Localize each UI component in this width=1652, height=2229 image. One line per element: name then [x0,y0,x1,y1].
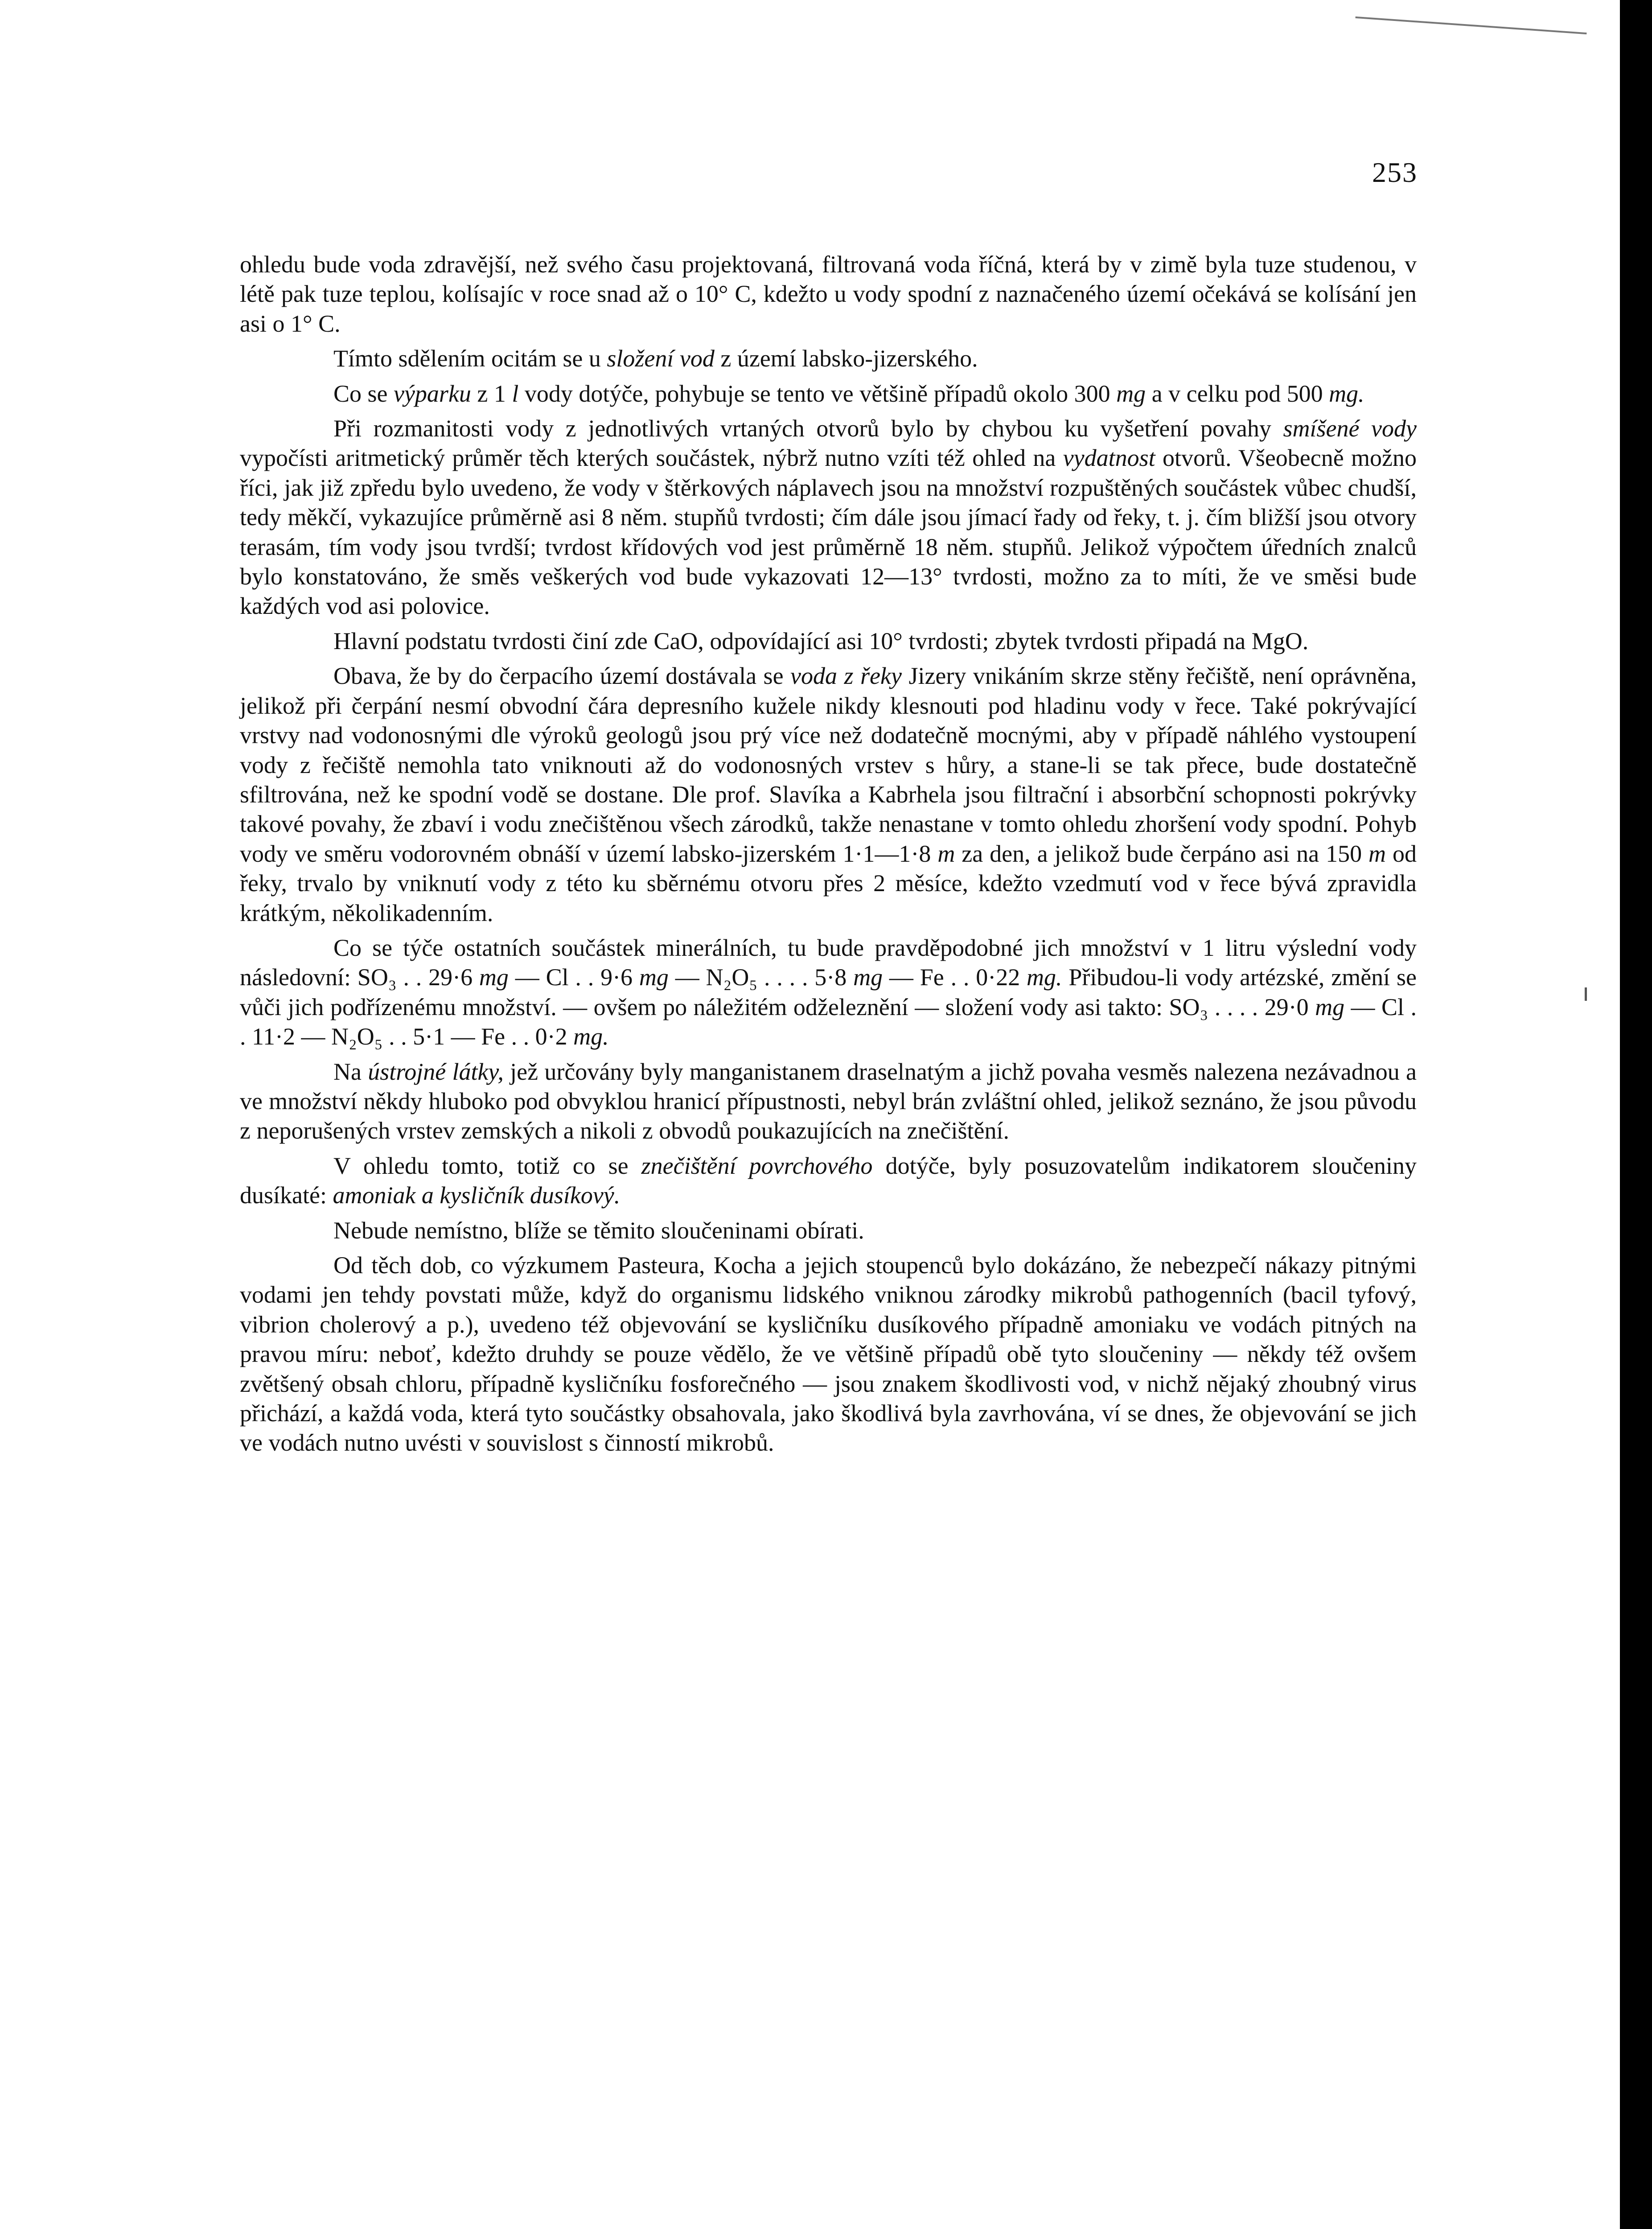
text-run: Od těch dob, co výzkumem Pasteura, Kocha a jejich stoupenců bylo dokázáno, že nebezpečí nákazy pitnými vodami jen tehdy povstati může, když do organismu lidského vniknou zárodky mikrobů pathogenních (bacil tyfový, vibrion cholerový a p.), uvedeno též objevování se kysličníku dusíkového případně amoniaku ve vodách pitných na pravou míru: neboť, kdežto druhdy se pouze vědělo, že ve většině případů obě tyto sloučeniny — někdy též ovšem zvětšený obsah chloru, případně kysličníku fosforečného — jsou znakem škodlivosti vod, v nichž nějaký zhoubný virus přichází, a každá voda, která tyto součástky obsahovala, jako škodlivá byla zavrhována, ví se dnes, že objevování se jich ve vodách nutno uvésti v souvislost s činností mikrobů. [240,1252,1417,1456]
text-run: od řeky, trvalo by vniknutí vody z této ku sběrnému otvoru přes 2 měsíce, kdežto vzedmutí vod v řece bývá zpravidla krátkým, několikadenním. [240,840,1417,926]
paragraph [240,1216,1417,1245]
italic-run: mg [1315,993,1345,1020]
text-run: — Fe . . 0·22 [883,964,1027,991]
italic-run: ústrojné látky, [368,1058,504,1085]
text-run: Při rozmanitosti vody z jednotlivých vrtaných otvorů bylo by chybou ku vyšetření povahy [333,415,1283,442]
italic-run: amoniak a kysličník dusíkový. [333,1182,621,1209]
text-run: — Cl . . 9·6 [508,964,639,991]
italic-run: znečištění povrchového [641,1152,873,1179]
paragraph [240,344,1417,373]
text-run: Co se týče ostatních součástek minerálních, tu bude pravděpodobné jich množství v 1 litru výslední vody následovní: SO₃ . . 29·6 [240,934,1417,991]
text-run: otvorů. Všeobecně možno říci, jak již zpředu bylo uvedeno, že vody v štěrkových náplavech jsou na množství rozpuštěných součástek vůbec chudší, tedy měkčí, vykazujíce průměrně asi 8 něm. stupňů tvrdosti; čím dále jsou jímací řady od řeky, t. j. čím bližší jsou otvory terasám, tím vody jsou tvrdší; tvrdost křídových vod jest průměrně 18 něm. stupňů. Jelikož výpočtem úředních znalců bylo konstatováno, že směs veškerých vod bude vykazovati 12—13° tvrdosti, možno za to míti, že ve směsi bude každých vod asi polovice. [240,444,1417,620]
text-run: vody dotýče, pohybuje se tento ve většině případů okolo 300 [518,380,1117,407]
text-run: Co se [333,380,394,407]
text-run: — Cl . . 11·2 — N₂O₅ . . 5·1 — Fe . . 0·2 [240,993,1417,1050]
paragraph [240,1151,1417,1210]
text-run: z území labsko-jizerského. [714,345,978,372]
text-run: a v celku pod 500 [1146,380,1329,407]
text-run: Na [333,1058,368,1085]
italic-run: mg [639,964,669,991]
text-run: dotýče, byly posuzovatelům indikatorem sloučeniny dusíkaté: [240,1152,1417,1209]
text-run: Nebude nemístno, blíže se těmito sloučeninami obírati. [333,1217,864,1244]
text-run: ohledu bude voda zdravější, než svého času projektovaná, filtrovaná voda říčná, která by v zimě byla tuze studenou, v létě pak tuze teplou, kolísajíc v roce snad až o 10° C, kdežto u vody spodní z naznačeného území očekává se kolísání jen asi o 1° C. [240,251,1417,337]
italic-run: m [937,840,955,867]
scan-corner-mark [1355,16,1586,34]
italic-run: mg. [1329,380,1364,407]
text-run: — N₂O₅ . . . . 5·8 [668,964,854,991]
body-text [240,250,1417,1463]
text-run: Tímto sdělením ocitám se u [333,345,607,372]
italic-run: mg [479,964,509,991]
italic-run: výparku [394,380,471,407]
italic-run: mg [853,964,883,991]
paragraph [240,379,1417,408]
text-run: Jizery vnikáním skrze stěny řečiště, není oprávněna, jelikož při čerpání nesmí obvodní čára depresního kužele nikdy klesnouti pod hladinu vody v řece. Také pokrývající vrstvy nad vodonosnými dle výroků geologů jsou prý více než dodatečně mocnými, aby v případě náhlého vystoupení vody z řečiště nemohla tato vniknouti až do vodonosných vrstev s hůry, a stane-li se tak přece, bude dostatečně sfiltrována, než ke spodní vodě se dostane. Dle prof. Slavíka a Kabrhela jsou filtrační i absorbční schopnosti pokrývky takové povahy, že zbaví i vodu znečištěnou všech zárodků, takže nenastane v tomto ohledu zhoršení vody spodní. Pohyb vody ve směru vodorovném obnáší v území labsko-jizerském 1·1—1·8 [240,662,1417,867]
italic-run: mg [1116,380,1146,407]
italic-run: složení vod [607,345,715,372]
text-run: Přibudou-li vody artézské, změní se vůči jich podřízenému množství. — ovšem po náležitém odželeznění — složení vody asi takto: SO₃ . . . . 29·0 [240,964,1417,1020]
paragraph [240,414,1417,621]
paragraph [240,1057,1417,1146]
scan-border [1620,0,1652,2229]
paragraph [240,661,1417,928]
italic-run: mg. [573,1023,609,1050]
text-run: jež určovány byly manganistanem draselnatým a jichž povaha vesměs nalezena nezávadnou a ve množství někdy hluboko pod obvyklou hranicí přípustnosti, nebyl brán zvláštní ohled, jelikož seznáno, že jsou původu z neporušených vrstev zemských a nikoli z obvodů poukazujících na znečištění. [240,1058,1417,1144]
text-run: z 1 [471,380,512,407]
italic-run: voda z řeky [790,662,902,690]
text-run: za den, a jelikož bude čerpáno asi na 150 [955,840,1369,867]
italic-run: smíšené vody [1283,415,1417,442]
paragraph [240,626,1417,656]
italic-run: vydatnost [1063,444,1155,472]
margin-mark [1585,987,1587,1001]
text-run: Hlavní podstatu tvrdosti činí zde CaO, odpovídající asi 10° tvrdosti; zbytek tvrdosti připadá na MgO. [333,627,1309,654]
text-run: Obava, že by do čerpacího území dostávala se [333,662,791,690]
text-run: V ohledu tomto, totiž co se [333,1152,641,1179]
text-run: vypočísti aritmetický průměr těch kterých součástek, nýbrž nutno vzíti též ohled na [240,444,1063,472]
italic-run: l [512,380,519,407]
paragraph [240,933,1417,1052]
italic-run: m [1368,840,1386,867]
paragraph [240,250,1417,338]
italic-run: mg. [1027,964,1062,991]
page-number: 253 [1372,156,1418,188]
paragraph [240,1250,1417,1458]
